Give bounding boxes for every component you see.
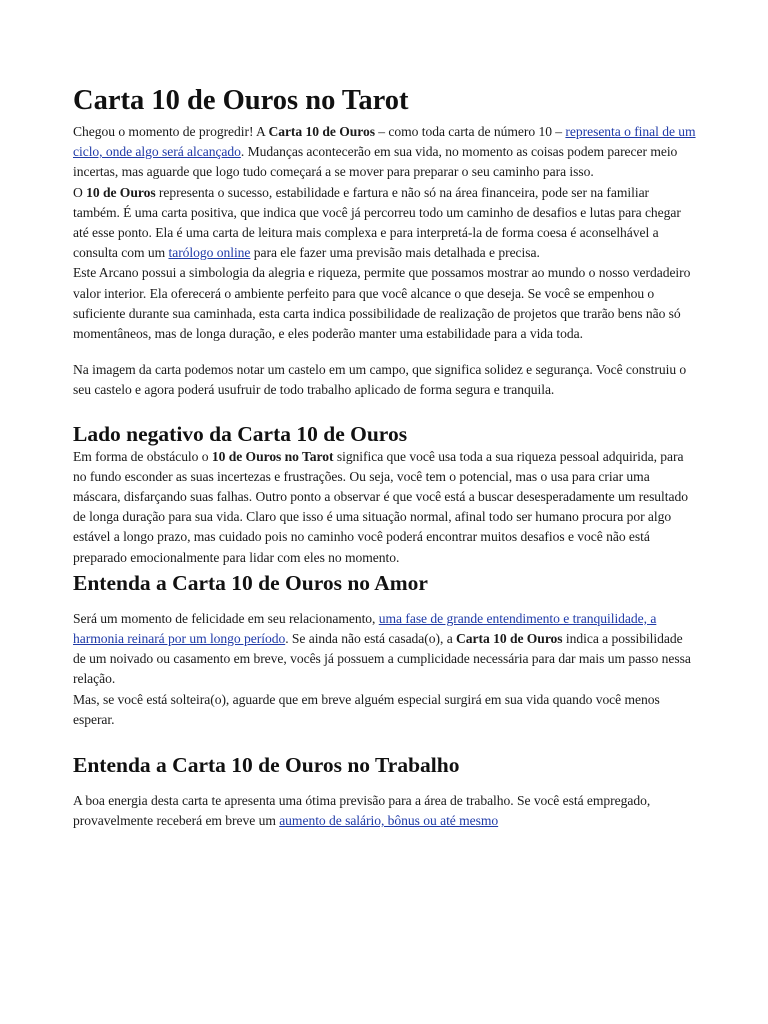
work-paragraph-1 — [73, 791, 698, 831]
text-span: representa o sucesso, estabilidade e fartura e não só na área financeira, pode ser na familiar também. É uma carta positiva, que indica que você já percorreu todo um caminho de desafios e lutas para chegar até esse ponto. Ela é uma carta de leitura mais complexa e para interpretá-la de forma coesa é aconselhável a consulta com um — [73, 184, 681, 261]
bold-text: 10 de Ouros no Tarot — [211, 448, 334, 464]
text-span: Em forma de obstáculo o — [73, 448, 212, 464]
bold-text: Carta 10 de Ouros — [456, 631, 563, 647]
text-span: indica a possibilidade de um noivado ou casamento em breve, vocês já possuem a cumplicidade necessária para dar mais um passo nessa relação. — [73, 631, 691, 687]
love-paragraph-1 — [73, 609, 698, 690]
intro-paragraph-4: Na imagem da carta podemos notar um castelo em um campo, que significa solidez e segurança. Você construiu o seu castelo e agora poderá usufruir de todo trabalho aplicado de forma segura e tranquila. — [73, 362, 687, 398]
intro-paragraph-2 — [73, 183, 698, 264]
link-aumento-salario[interactable]: aumento de salário, bônus ou até mesmo — [279, 813, 499, 829]
article-title: Carta 10 de Ouros no Tarot — [73, 85, 409, 116]
link-tarologo-online[interactable]: tarólogo online — [168, 245, 251, 261]
negative-paragraph — [73, 447, 698, 568]
love-paragraph-2: Mas, se você está solteira(o), aguarde que em breve alguém especial surgirá em sua vida quando você menos esperar. — [73, 691, 660, 727]
text-span: . Mudanças acontecerão em sua vida, no momento as coisas podem parecer meio incertas, mas aguarde que logo tudo começará a se mover para preparar o seu caminho para isso. — [73, 144, 678, 180]
bold-text: Carta 10 de Ouros — [268, 124, 375, 139]
spacer — [73, 778, 698, 791]
bold-text: 10 de Ouros — [86, 184, 156, 200]
spacer — [73, 401, 698, 421]
heading-lado-negativo: Lado negativo da Carta 10 de Ouros — [73, 421, 408, 446]
spacer — [73, 596, 698, 609]
text-span: significa que você usa toda a sua riqueza pessoal adquirida, para no fundo esconder as suas incertezas e frustrações. Ou seja, você tem o potencial, mas o usa para criar uma máscara, disfarçando suas falhas. Outro ponto a observar é que você está a buscar desesperadamente um resultado de longa duração para sua vida. Claro que isso é uma situação normal, afinal todo ser humano procura por algo estável a longo prazo, mas cuidado pois no caminho você poderá encontrar muitos desafios e você não está preparado emocionalmente para lidar com eles no momento. — [73, 448, 688, 565]
heading-amor: Entenda a Carta 10 de Ouros no Amor — [73, 570, 428, 595]
link-final-de-ciclo[interactable]: representa o final de um ciclo, onde algo será alcançado — [73, 124, 696, 160]
link-fase-entendimento[interactable]: uma fase de grande entendimento e tranquilidade, a harmonia reinará por um longo período — [73, 610, 657, 647]
text-span: A boa energia desta carta te apresenta uma ótima previsão para a área de trabalho. Se você está empregado, provavelmente receberá em breve um — [73, 793, 651, 829]
text-span: Chegou o momento de progredir! A — [73, 124, 269, 139]
text-span: – como toda carta de número 10 – — [374, 124, 566, 139]
text-span: O — [73, 184, 87, 200]
text-span: Será um momento de felicidade em seu relacionamento, — [73, 610, 379, 626]
text-span: . Se ainda não está casada(o), a — [285, 631, 457, 647]
article-body — [73, 84, 698, 831]
intro-paragraph-1 — [73, 122, 698, 183]
spacer — [73, 344, 698, 360]
text-span: para ele fazer uma previsão mais detalhada e precisa. — [250, 245, 540, 261]
intro-paragraph-3: Este Arcano possui a simbologia da alegria e riqueza, permite que possamos mostrar ao mundo o nosso verdadeiro valor interior. Ela oferecerá o ambiente perfeito para que você alcance o que deseja. Se você se empenhou o suficiente durante sua caminhada, esta carta indica possibilidade de realização de projetos que trarão bens não só momentâneos, mas de longa duração, e eles poderão manter uma estabilidade para a vida toda. — [73, 265, 691, 342]
spacer — [73, 730, 698, 752]
heading-trabalho: Entenda a Carta 10 de Ouros no Trabalho — [73, 753, 460, 778]
